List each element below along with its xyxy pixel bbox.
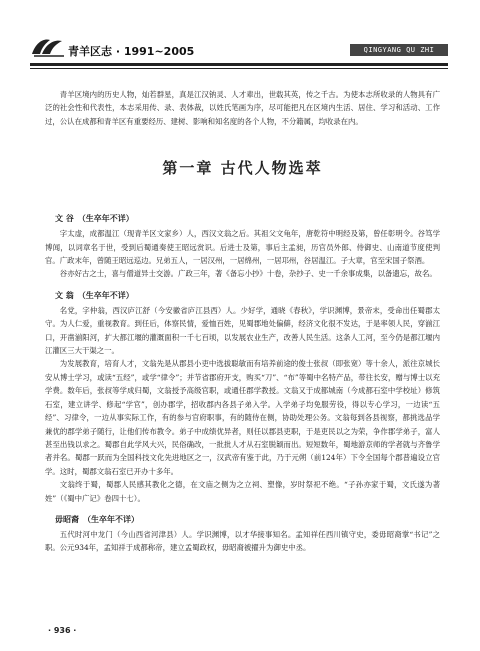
book-title: 青羊区志 · 1991~2005 [68,45,195,58]
entry-paragraph: 名党，字仲翁，西汉庐江舒（今安徽省庐江县西）人。少好学，通晓《春秋》，学识渊博，景帝末，受命出任蜀郡太守。为人仁爱，重视教育。到任后，体察民情，爱恤百姓，见蜀郡地处偏僻，经济文化很不发达，于是率领人民，穿湔江口，开凿湔阳河，扩大都江堰的灌溉面积一千七百顷，以发展农业生产，改善人民生活。这条人工河，至今仍是都江堰内江灌区三大干渠之一。 [45,305,440,356]
page-header [30,30,448,72]
entry-heading [55,212,440,225]
entry-heading [55,513,440,526]
entry-heading [55,289,440,302]
entry-name: 文 谷 [55,214,74,224]
book-logo-icon [30,34,66,58]
entry-name: 文 翁 [55,290,74,300]
page-number: · 936 · [48,626,77,635]
entry-paragraph: 字太虚，成都温江（现青羊区文家乡）人，西汉文翁之后。其祖父文龟年，唐乾符中明经及第，曾任彰明令。谷笃学博闻，以词章名于世，受到后蜀通奏使王昭远赏识。后进士及第，事后主孟昶，历官员外郎、侍御史、山南道节度使判官。广政末年，曾随王昭远巡边。兄弟五人，一居汉州，一居绵州，一居邛州，谷居温江。子大章，官至宋国子祭酒。 [45,229,440,266]
entry-paragraph: 为发展教育，培育人才，文翁先是从郡县小吏中选拔聪敏而有培养前途的俊士张叔（即张宽）等十余人，派往京城长安从博士学习，或读“五经”，或学“律令”；并节省郡府开支，购买“刀”、“布”等蜀中名特产品，带往长安，赠与博士以充学费。数年后，张叔等学成归蜀，文翁授予高级官职，或通任郡学教授。文翁又于成都城南（今成都石室中学校址）修筑石室，建立讲学、修起“学官”，创办郡学，招收郡内各县子弟入学。入学弟子均免服劳役，得以专心学习，一边读“五经”、习律令，一边从事实际工作，有的参与官府职事，有的随侍在侧，协助处理公务。文翁每到各县视察，都挑选品学兼优的郡学弟子随行，让他们传布教令。弟子中成绩优异者，则任以郡县吏职，于是吏民以之为荣，争作郡学弟子，富人甚至出钱以求之。蜀郡自此学风大兴，民俗确改，一批批人才从石室脱颖而出。短短数年，蜀地游京师的学者就与齐鲁学者并名。蜀郡一跃而为全国科技文化先进地区之一，汉武帝有鉴于此，乃于元朔（前124年）下令全国每个郡普遍设立官学。这时，蜀郡文翁石室已开办十多年。 [45,359,440,476]
entry-paragraph: 谷亦好古之士，喜与僧道异士交游。广政三年，著《备忘小抄》十卷，杂抄子、史一千余事成集，以备遗忘，故名。 [59,269,437,279]
page-content [45,88,440,555]
header-code-label: QINGYANG QU ZHI [350,44,448,56]
chapter-title: 第一章 古代人物选萃 [162,159,323,178]
header-rule-thin [30,68,448,69]
entry-paragraph: 五代时河中龙门（今山西省河津县）人。学识渊博，以才华接事知名。孟知祥任西川镇守史，委毋昭裔掌“书记”之职。公元934年，孟知祥于成都称帝，建立孟蜀政权，毋昭裔被擢升为御史中丞。 [45,529,440,553]
entry-paragraph: 文翁终于蜀，蜀郡人民感其教化之德，在文庙之侧为之立祠、塑像，岁时祭祀不绝。“子孙亦家于蜀，文氏遂为著姓”（《蜀中广记》卷四十七）。 [45,480,440,503]
header-rule [30,63,448,66]
entry-dates: （生卒年不详） [77,290,134,300]
intro-paragraph: 青羊区境内的历史人物，灿若群星，真是江汉钠灵、人才辈出，世载其英，传之千古。为使本志所收录的人物具有广泛的社会性和代表性，本志采用传、录、表体裁，以姓氏笔画为序，尽可能把凡在区境内生活、居住、学习和活动、工作过，公认在成都和青羊区有重要经历、建树、影响和知名度的各个人物，不分籍属，均收录在内。 [45,90,440,126]
entry-name: 毋昭裔 [55,514,79,524]
entry-dates: （生卒年不详） [77,214,134,224]
entry-dates: （生卒年不详） [83,514,139,524]
